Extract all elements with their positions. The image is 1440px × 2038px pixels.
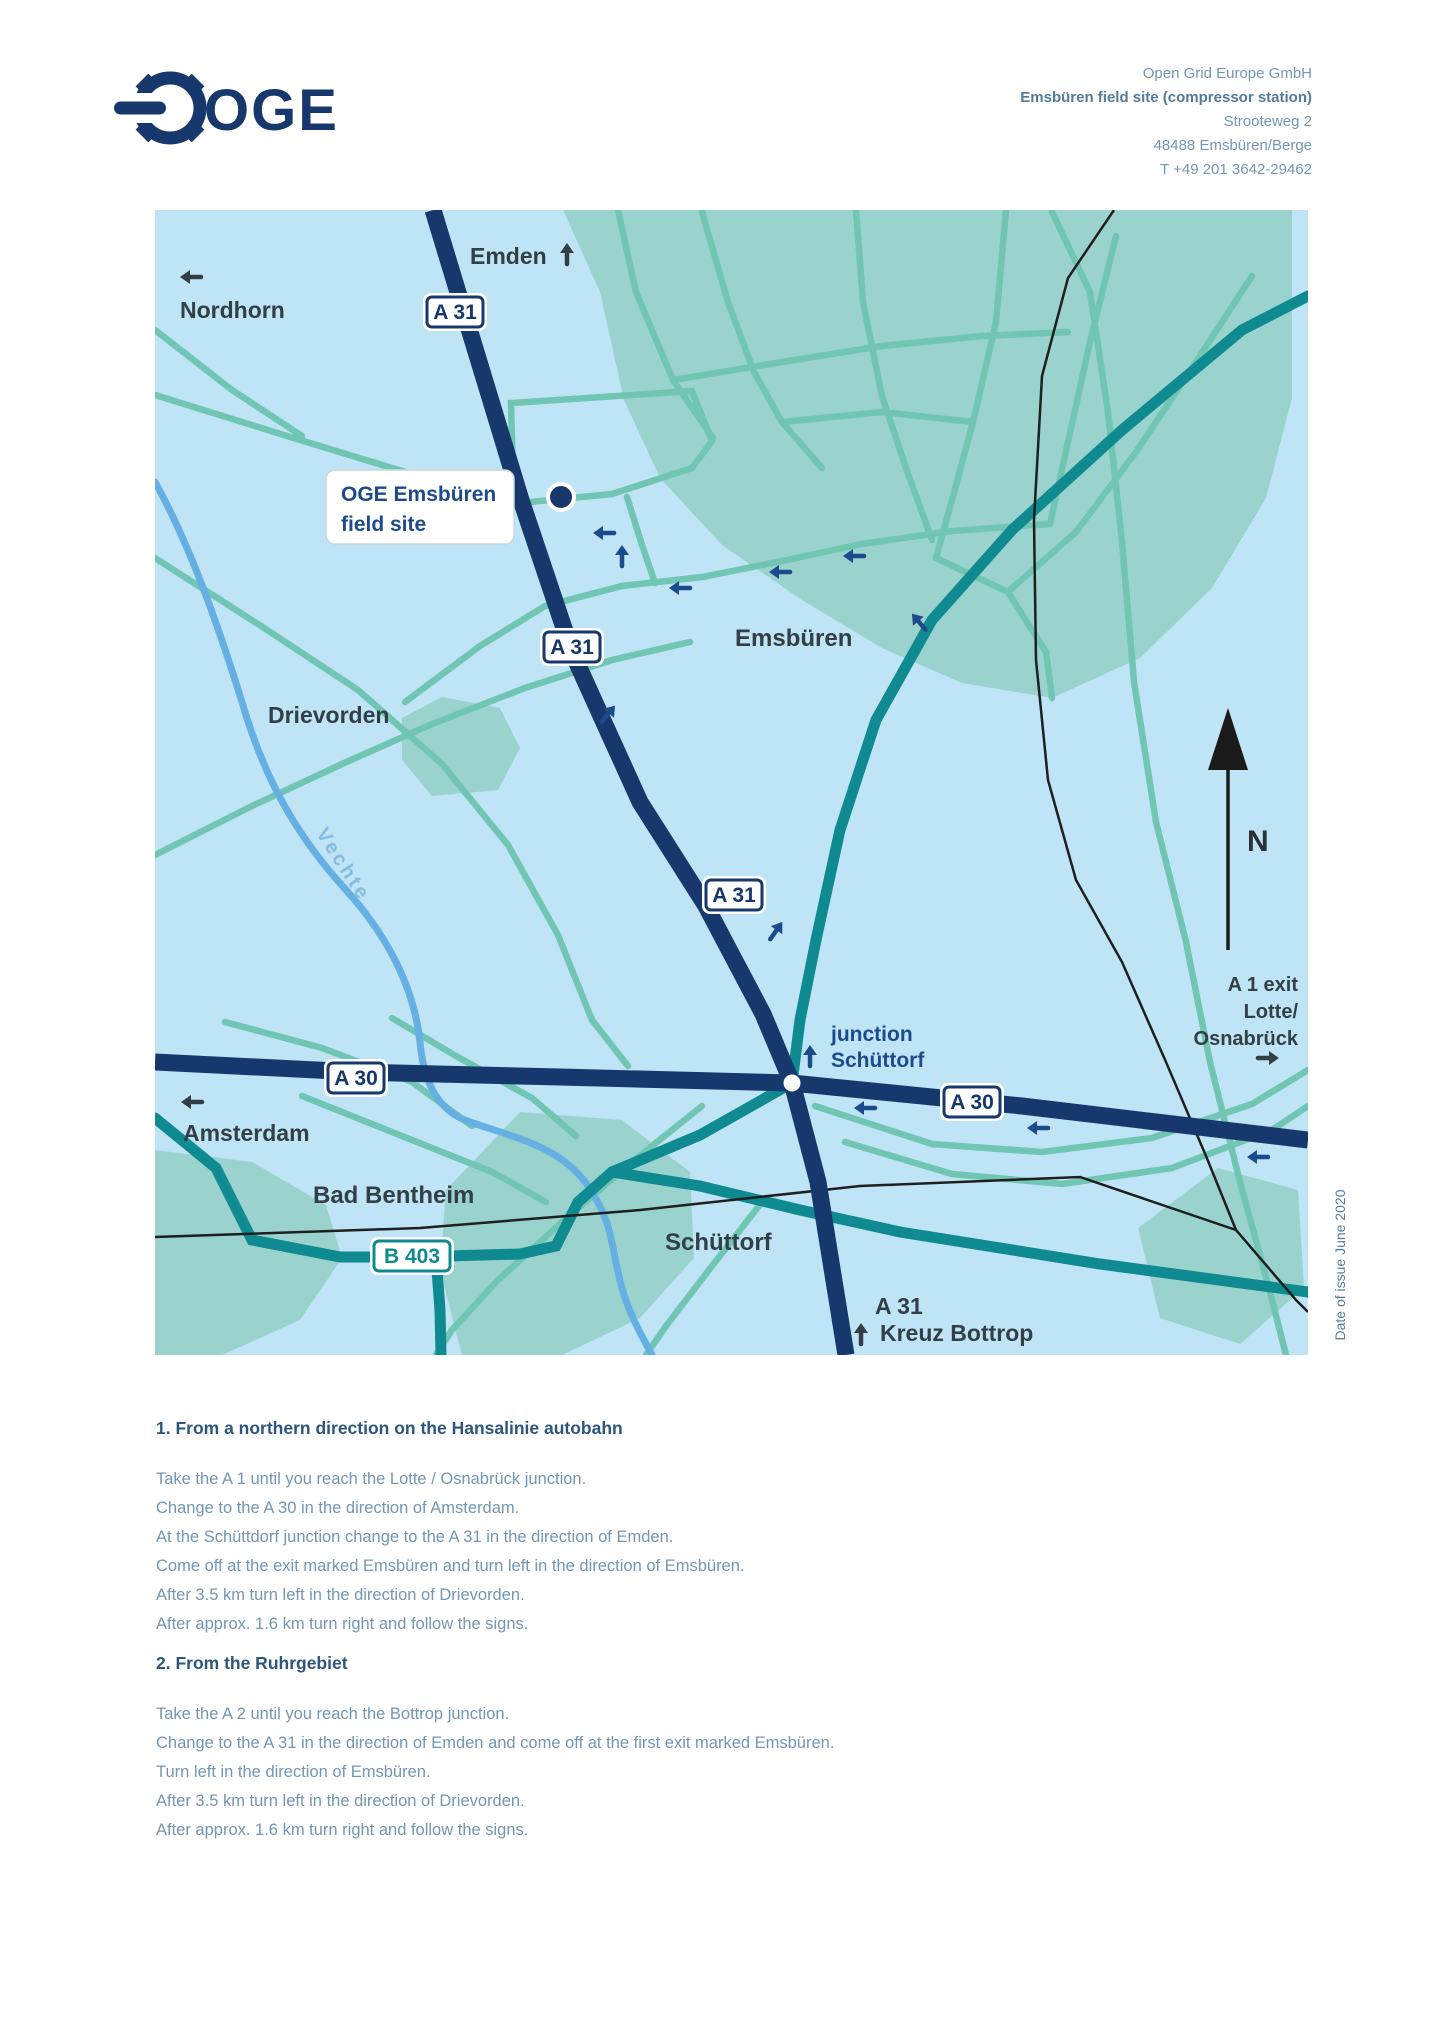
direction-step: Take the A 1 until you reach the Lotte / Osnabrück junction. [156,1470,587,1488]
svg-text:A 31: A 31 [712,884,756,907]
direction-step: Turn left in the direction of Emsbüren. [156,1763,431,1781]
label-a1-exit-line2: Lotte/ [1243,1001,1298,1023]
direction-step: Come off at the exit marked Emsbüren and turn left in the direction of Emsbüren. [156,1557,745,1575]
site-marker-dot [548,484,574,510]
junction-marker [784,1075,801,1092]
badge-a30-west [324,1059,388,1097]
badge-b403 [370,1237,454,1275]
oge-logo-text: OGE [204,78,339,143]
svg-text:A 30: A 30 [334,1067,378,1090]
oge-logo [112,60,352,156]
label-emden: Emden [470,243,547,269]
section-2-body [156,1700,1296,1845]
date-of-issue: Date of issue June 2020 [1332,1189,1348,1341]
svg-text:A 31: A 31 [433,301,477,324]
direction-step: At the Schüttdorf junction change to the A 31 in the direction of Emden. [156,1528,674,1546]
oge-logo-mark [112,74,204,143]
label-junction-line1: junction [831,1023,913,1046]
direction-step: After approx. 1.6 km turn right and follow the signs. [156,1615,529,1633]
badge-a31-north [423,293,487,331]
directions-section [156,1420,1296,1845]
label-drievorden: Drievorden [268,702,390,728]
badge-a30-east [940,1083,1004,1121]
badge-a31-south [702,876,766,914]
svg-text:B 403: B 403 [383,1245,441,1268]
label-a31-south: A 31 [875,1293,923,1319]
site-map [155,210,1308,1355]
compass-n-label: N [1247,825,1269,858]
company-name: Open Grid Europe GmbH [1142,65,1312,82]
label-junction-line2: Schüttorf [831,1049,925,1072]
direction-step: Take the A 2 until you reach the Bottrop junction. [156,1705,510,1723]
address-block [1020,62,1312,182]
badge-a31-mid [540,628,604,666]
direction-step: After approx. 1.6 km turn right and follow the signs. [156,1821,529,1839]
direction-step: After 3.5 km turn left in the direction of Drievorden. [156,1586,525,1604]
label-a1-exit-line3: Osnabrück [1193,1028,1298,1050]
direction-step: Change to the A 30 in the direction of Amsterdam. [156,1499,520,1517]
label-vechte-river: Vechte [311,824,375,906]
label-schuettorf: Schüttorf [665,1229,772,1256]
site-callout-line1: OGE Emsbüren [341,483,497,506]
label-kreuz-bottrop: Kreuz Bottrop [880,1320,1034,1346]
site-name: Emsbüren field site (compressor station) [1020,89,1312,106]
section-1-body [156,1465,1296,1639]
label-a1-exit-line1: A 1 exit [1227,974,1298,996]
site-callout-line2: field site [341,513,427,536]
section-2-heading: 2. From the Ruhrgebiet [156,1653,348,1673]
phone: T +49 201 3642-29462 [1160,161,1312,178]
direction-step: After 3.5 km turn left in the direction of Drievorden. [156,1792,525,1810]
label-amsterdam: Amsterdam [183,1120,310,1146]
label-nordhorn: Nordhorn [180,297,285,323]
city: 48488 Emsbüren/Berge [1153,137,1312,154]
svg-text:A 30: A 30 [950,1091,994,1114]
label-bad-bentheim: Bad Bentheim [313,1182,475,1209]
svg-text:A 31: A 31 [550,636,594,659]
label-emsbueren: Emsbüren [735,625,853,652]
direction-step: Change to the A 31 in the direction of Emden and come off at the first exit marked Emsbüren. [156,1734,835,1752]
section-1-heading: 1. From a northern direction on the Hansalinie autobahn [156,1418,623,1438]
street: Strooteweg 2 [1223,113,1312,130]
